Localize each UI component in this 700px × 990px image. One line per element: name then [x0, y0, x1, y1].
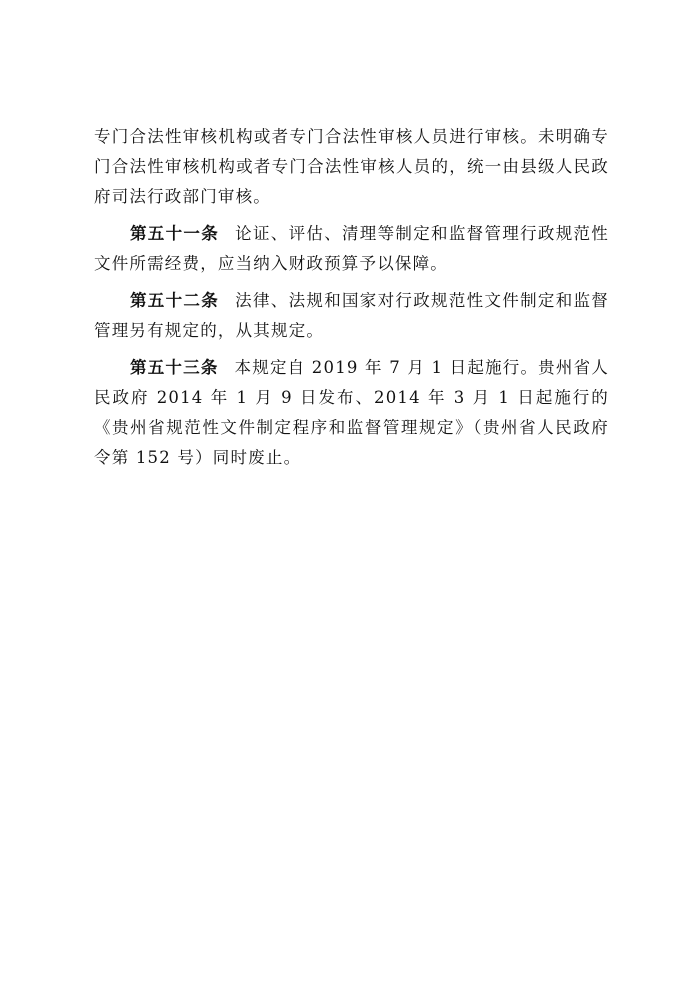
article-number: 第五十二条	[130, 291, 220, 310]
paragraph-text: 专门合法性审核机构或者专门合法性审核人员进行审核。未明确专门合法性审核机构或者专门合法性审核人员的，统一由县级人民政府司法行政部门审核。	[94, 127, 609, 206]
paragraph-text: 法律、法规和国家对行政规范性文件制定和监督管理另有规定的，从其规定。	[94, 291, 610, 340]
paragraph-text: 本规定自 2019 年 7 月 1 日起施行。贵州省人民政府 2014 年 1 月 9 日发布、2014 年 3 月 1 日起施行的《贵州省规范性文件制定程序和监督管理规定》（贵州省人民政府令第 152 号）同时废止。	[94, 358, 610, 467]
paragraph-continuation	[94, 122, 609, 212]
article-number: 第五十一条	[130, 224, 220, 243]
paragraph-article-53	[94, 353, 609, 473]
article-number: 第五十三条	[130, 358, 219, 377]
paragraph-article-52	[94, 286, 609, 346]
paragraph-text: 论证、评估、清理等制定和监督管理行政规范性文件所需经费，应当纳入财政预算予以保障。	[94, 224, 610, 273]
document-body	[94, 122, 609, 473]
paragraph-article-51	[94, 219, 609, 279]
